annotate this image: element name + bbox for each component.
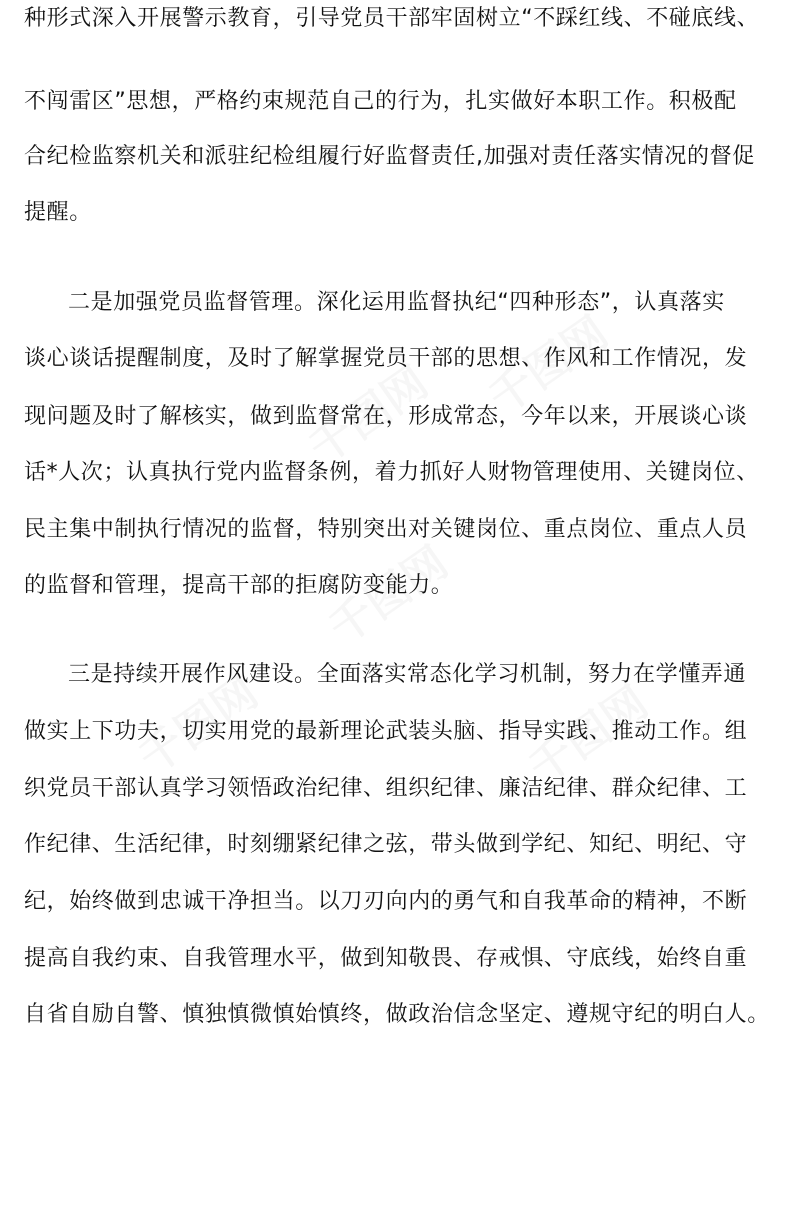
paragraph-2-line-6: 的监督和管理，提高干部的拒腐防变能力。 [24, 573, 454, 598]
paragraph-3-line-2: 做实上下功夫，切实用党的最新理论武装头脑、指导实践、推动工作。组 [24, 719, 748, 744]
paragraph-1-line-1: 种形式深入开展警示教育，引导党员干部牢固树立“不踩红线、不碰底线、 [24, 6, 760, 31]
paragraph-3-line-6: 提高自我约束、自我管理水平，做到知敬畏、存戒惧、守底线，始终自重 [24, 946, 748, 971]
paragraph-3-line-3: 织党员干部认真学习领悟政治纪律、组织纪律、廉洁纪律、群众纪律、工 [24, 776, 748, 801]
paragraph-2-line-1: 二是加强党员监督管理。深化运用监督执纪“四种形态”，认真落实 [68, 290, 725, 315]
paragraph-1-line-3: 合纪检监察机关和派驻纪检组履行好监督责任,加强对责任落实情况的督促 [24, 144, 755, 169]
paragraph-1-line-2: 不闯雷区”思想，严格约束规范自己的行为，扎实做好本职工作。积极配 [24, 89, 737, 114]
paragraph-3-line-7: 自省自励自警、慎独慎微慎始慎终，做政治信念坚定、遵规守纪的明白人。 [24, 1002, 770, 1027]
paragraph-3-line-5: 纪，始终做到忠诚干净担当。以刀刃向内的勇气和自我革命的精神，不断 [24, 889, 748, 914]
paragraph-2-line-2: 谈心谈话提醒制度，及时了解掌握党员干部的思想、作风和工作情况，发 [24, 346, 748, 371]
paragraph-2-line-5: 民主集中制执行情况的监督，特别突出对关键岗位、重点岗位、重点人员 [24, 517, 748, 542]
paragraph-1-line-4: 提醒。 [24, 200, 92, 225]
paragraph-3-line-1: 三是持续开展作风建设。全面落实常态化学习机制，努力在学懂弄通 [68, 662, 747, 687]
paragraph-3-line-4: 作纪律、生活纪律，时刻绷紧纪律之弦，带头做到学纪、知纪、明纪、守 [24, 832, 748, 857]
paragraph-2-line-4: 话*人次；认真执行党内监督条例，着力抓好人财物管理使用、关键岗位、 [24, 460, 759, 485]
paragraph-2-line-3: 现问题及时了解核实，做到监督常在，形成常态，今年以来，开展谈心谈 [24, 404, 748, 429]
